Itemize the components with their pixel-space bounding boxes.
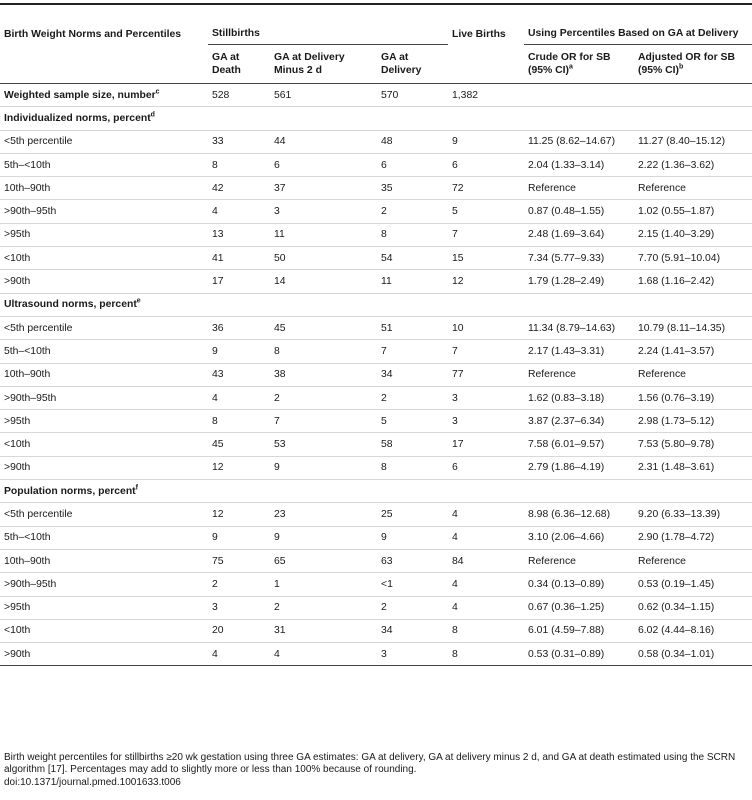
table-row (0, 363, 752, 386)
ga-death-header: GA at Death (208, 45, 270, 84)
table-row (0, 247, 752, 270)
cell-ga-minus: 14 (270, 270, 377, 293)
table-row (0, 526, 752, 549)
cell-crude: 7.58 (6.01–9.57) (524, 433, 634, 456)
table-row (0, 456, 752, 479)
cell-crude: 0.67 (0.36–1.25) (524, 596, 634, 619)
cell-live: 8 (448, 643, 524, 666)
table-row (0, 596, 752, 619)
cell-ga-death: 75 (208, 549, 270, 572)
cell-crude: 0.34 (0.13–0.89) (524, 573, 634, 596)
cell-ga-delivery: 34 (377, 363, 448, 386)
cell-live: 1,382 (448, 84, 524, 107)
table-row (0, 503, 752, 526)
cell-ga-death: 41 (208, 247, 270, 270)
cell-crude: Reference (524, 177, 634, 200)
cell-live: 9 (448, 130, 524, 153)
cell-adjusted: 2.22 (1.36–3.62) (634, 153, 752, 176)
cell-crude: Reference (524, 363, 634, 386)
data-table (0, 22, 752, 666)
cell-live: 72 (448, 177, 524, 200)
cell-ga-death: 12 (208, 503, 270, 526)
table-row (0, 643, 752, 666)
cell-live: 8 (448, 619, 524, 642)
cell-ga-death: 4 (208, 643, 270, 666)
table-row (0, 433, 752, 456)
table-row (0, 177, 752, 200)
table-row (0, 130, 752, 153)
cell-ga-minus: 9 (270, 526, 377, 549)
cell-crude: 0.87 (0.48–1.55) (524, 200, 634, 223)
cell-ga-minus: 6 (270, 153, 377, 176)
cell-ga-death: 9 (208, 526, 270, 549)
percentiles-header: Using Percentiles Based on GA at Delivery (524, 22, 752, 45)
cell-ga-minus: 23 (270, 503, 377, 526)
cell-ga-delivery: 48 (377, 130, 448, 153)
row-label: <10th (0, 247, 208, 270)
cell-adjusted: 6.02 (4.44–8.16) (634, 619, 752, 642)
cell-ga-death: 36 (208, 316, 270, 339)
row-label: >95th (0, 223, 208, 246)
section-header-row (0, 480, 752, 503)
cell-ga-minus: 45 (270, 316, 377, 339)
cell-live: 15 (448, 247, 524, 270)
cell-crude: 2.04 (1.33–3.14) (524, 153, 634, 176)
cell-adjusted: 2.31 (1.48–3.61) (634, 456, 752, 479)
cell-live: 5 (448, 200, 524, 223)
row-label: 5th–<10th (0, 526, 208, 549)
cell-ga-minus: 561 (270, 84, 377, 107)
cell-ga-minus: 38 (270, 363, 377, 386)
cell-crude (524, 84, 634, 107)
cell-adjusted: 7.70 (5.91–10.04) (634, 247, 752, 270)
cell-ga-death: 45 (208, 433, 270, 456)
cell-crude: 6.01 (4.59–7.88) (524, 619, 634, 642)
cell-ga-death: 3 (208, 596, 270, 619)
cell-live: 4 (448, 503, 524, 526)
table-row (0, 316, 752, 339)
cell-ga-delivery: 2 (377, 386, 448, 409)
cell-ga-delivery: 35 (377, 177, 448, 200)
cell-ga-minus: 31 (270, 619, 377, 642)
table-header (0, 22, 752, 84)
cell-ga-minus: 2 (270, 596, 377, 619)
cell-adjusted: Reference (634, 549, 752, 572)
cell-ga-delivery: 25 (377, 503, 448, 526)
table-row (0, 619, 752, 642)
row-label: >90th–95th (0, 386, 208, 409)
row-label: <5th percentile (0, 316, 208, 339)
cell-ga-death: 528 (208, 84, 270, 107)
cell-ga-death: 9 (208, 340, 270, 363)
cell-ga-delivery: 58 (377, 433, 448, 456)
live-births-header: Live Births (448, 22, 524, 84)
cell-live: 7 (448, 340, 524, 363)
cell-adjusted: 2.90 (1.78–4.72) (634, 526, 752, 549)
cell-ga-minus: 2 (270, 386, 377, 409)
cell-ga-death: 42 (208, 177, 270, 200)
cell-live: 84 (448, 549, 524, 572)
crude-or-header: Crude OR for SB (95% CI)$^a$ (524, 45, 634, 84)
sample-size-row (0, 84, 752, 107)
row-label: 10th–90th (0, 177, 208, 200)
cell-ga-minus: 7 (270, 410, 377, 433)
cell-ga-death: 13 (208, 223, 270, 246)
cell-ga-death: 17 (208, 270, 270, 293)
cell-ga-delivery: 63 (377, 549, 448, 572)
cell-crude: 3.87 (2.37–6.34) (524, 410, 634, 433)
stillbirths-header: Stillbirths (208, 22, 448, 45)
cell-ga-delivery: 7 (377, 340, 448, 363)
row-label: >95th (0, 410, 208, 433)
cell-ga-death: 33 (208, 130, 270, 153)
cell-ga-minus: 8 (270, 340, 377, 363)
cell-ga-minus: 65 (270, 549, 377, 572)
cell-crude: 2.79 (1.86–4.19) (524, 456, 634, 479)
cell-crude: 11.34 (8.79–14.63) (524, 316, 634, 339)
cell-ga-death: 4 (208, 386, 270, 409)
row-label: >90th (0, 456, 208, 479)
cell-ga-minus: 11 (270, 223, 377, 246)
table-row (0, 200, 752, 223)
cell-ga-death: 8 (208, 153, 270, 176)
row-label: 10th–90th (0, 363, 208, 386)
cell-crude: 8.98 (6.36–12.68) (524, 503, 634, 526)
cell-adjusted: 11.27 (8.40–15.12) (634, 130, 752, 153)
cell-crude: 3.10 (2.06–4.66) (524, 526, 634, 549)
cell-crude: 11.25 (8.62–14.67) (524, 130, 634, 153)
cell-adjusted: 1.56 (0.76–3.19) (634, 386, 752, 409)
cell-ga-delivery: 570 (377, 84, 448, 107)
row-label: >90th (0, 643, 208, 666)
cell-crude: 0.53 (0.31–0.89) (524, 643, 634, 666)
cell-ga-death: 20 (208, 619, 270, 642)
cell-adjusted (634, 84, 752, 107)
top-rule (0, 3, 752, 5)
cell-adjusted: 2.15 (1.40–3.29) (634, 223, 752, 246)
cell-adjusted: 0.58 (0.34–1.01) (634, 643, 752, 666)
cell-live: 77 (448, 363, 524, 386)
cell-live: 6 (448, 456, 524, 479)
cell-ga-minus: 9 (270, 456, 377, 479)
cell-crude: 2.17 (1.43–3.31) (524, 340, 634, 363)
row-label: >90th–95th (0, 200, 208, 223)
section-header-row (0, 293, 752, 316)
row-label: <10th (0, 433, 208, 456)
adjusted-or-header: Adjusted OR for SB (95% CI)$^b$ (634, 45, 752, 84)
cell-ga-death: 4 (208, 200, 270, 223)
cell-ga-delivery: 8 (377, 223, 448, 246)
cell-ga-minus: 37 (270, 177, 377, 200)
cell-live: 7 (448, 223, 524, 246)
table-row (0, 549, 752, 572)
section-title: Ultrasound norms, percent$^e$ (0, 293, 752, 316)
cell-ga-delivery: 51 (377, 316, 448, 339)
table-row (0, 153, 752, 176)
cell-adjusted: 9.20 (6.33–13.39) (634, 503, 752, 526)
cell-ga-delivery: 9 (377, 526, 448, 549)
cell-ga-minus: 50 (270, 247, 377, 270)
table-row (0, 386, 752, 409)
cell-live: 12 (448, 270, 524, 293)
cell-adjusted: 7.53 (5.80–9.78) (634, 433, 752, 456)
cell-live: 4 (448, 596, 524, 619)
cell-ga-death: 2 (208, 573, 270, 596)
cell-ga-minus: 1 (270, 573, 377, 596)
row-label: 10th–90th (0, 549, 208, 572)
table-notes (4, 752, 748, 789)
cell-crude: 1.62 (0.83–3.18) (524, 386, 634, 409)
table-row (0, 270, 752, 293)
cell-adjusted: 0.53 (0.19–1.45) (634, 573, 752, 596)
cell-crude: 1.79 (1.28–2.49) (524, 270, 634, 293)
table-row (0, 410, 752, 433)
cell-ga-death: 43 (208, 363, 270, 386)
cell-ga-delivery: 2 (377, 596, 448, 619)
row-label: Weighted sample size, number$^c$ (0, 84, 208, 107)
cell-ga-delivery: 2 (377, 200, 448, 223)
ga-minus-header: GA at Delivery Minus 2 d (270, 45, 377, 84)
cell-live: 3 (448, 386, 524, 409)
cell-ga-minus: 44 (270, 130, 377, 153)
cell-crude: 7.34 (5.77–9.33) (524, 247, 634, 270)
ga-delivery-header: GA at Delivery (377, 45, 448, 84)
row-label: 5th–<10th (0, 340, 208, 363)
cell-ga-delivery: 8 (377, 456, 448, 479)
doi: doi:10.1371/journal.pmed.1001633.t006 (4, 776, 181, 788)
cell-ga-delivery: 3 (377, 643, 448, 666)
cell-crude: Reference (524, 549, 634, 572)
cell-ga-delivery: <1 (377, 573, 448, 596)
cell-ga-delivery: 11 (377, 270, 448, 293)
cell-ga-delivery: 5 (377, 410, 448, 433)
cell-ga-minus: 3 (270, 200, 377, 223)
row-label: 5th–<10th (0, 153, 208, 176)
cell-adjusted: 10.79 (8.11–14.35) (634, 316, 752, 339)
cell-live: 4 (448, 573, 524, 596)
note-intro: Birth weight percentiles for stillbirths ≥20 wk gestation using three GA estimates: GA at delivery, GA at delivery minus 2 d, and GA at death estimated using the SCRN algorithm [17]. Percentages may add to slightly more or less than 100% because of rounding. (4, 752, 736, 776)
cell-ga-minus: 4 (270, 643, 377, 666)
cell-ga-delivery: 34 (377, 619, 448, 642)
cell-live: 3 (448, 410, 524, 433)
cell-live: 4 (448, 526, 524, 549)
row-label: >90th (0, 270, 208, 293)
row-label: >90th–95th (0, 573, 208, 596)
table-body (0, 84, 752, 666)
row-label: <10th (0, 619, 208, 642)
row-label-header: Birth Weight Norms and Percentiles (0, 22, 208, 84)
row-label: <5th percentile (0, 130, 208, 153)
cell-live: 17 (448, 433, 524, 456)
cell-adjusted: 1.68 (1.16–2.42) (634, 270, 752, 293)
row-label: >95th (0, 596, 208, 619)
cell-adjusted: 2.98 (1.73–5.12) (634, 410, 752, 433)
cell-ga-delivery: 6 (377, 153, 448, 176)
cell-adjusted: Reference (634, 363, 752, 386)
cell-adjusted: 2.24 (1.41–3.57) (634, 340, 752, 363)
cell-adjusted: 0.62 (0.34–1.15) (634, 596, 752, 619)
cell-adjusted: Reference (634, 177, 752, 200)
cell-live: 10 (448, 316, 524, 339)
cell-ga-delivery: 54 (377, 247, 448, 270)
row-label: <5th percentile (0, 503, 208, 526)
cell-adjusted: 1.02 (0.55–1.87) (634, 200, 752, 223)
cell-ga-minus: 53 (270, 433, 377, 456)
section-title: Population norms, percent$^f$ (0, 480, 752, 503)
cell-ga-death: 12 (208, 456, 270, 479)
section-header-row (0, 107, 752, 130)
cell-crude: 2.48 (1.69–3.64) (524, 223, 634, 246)
table-row (0, 573, 752, 596)
cell-ga-death: 8 (208, 410, 270, 433)
table-row (0, 340, 752, 363)
table-row (0, 223, 752, 246)
cell-live: 6 (448, 153, 524, 176)
section-title: Individualized norms, percent$^d$ (0, 107, 752, 130)
